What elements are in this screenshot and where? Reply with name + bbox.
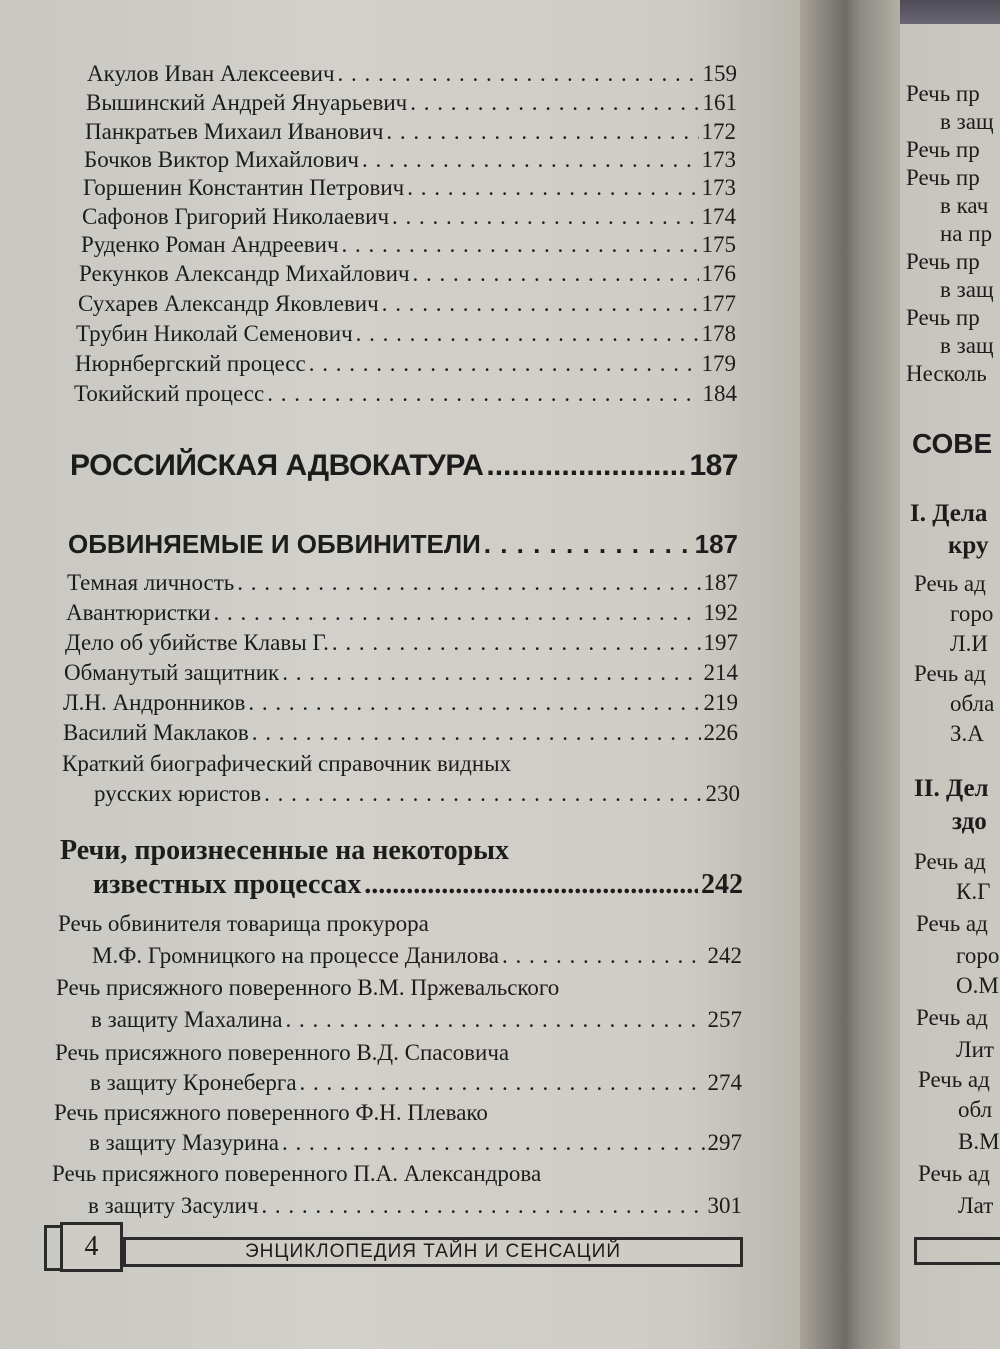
right-fragment: в защ <box>940 333 994 358</box>
right-section-heading: СОВЕ <box>912 428 993 459</box>
right-fragment: О.М <box>956 973 999 998</box>
toc-entry: Обманутый защитник . . . 214 <box>64 659 738 687</box>
toc-entry: Акулов Иван Алексеевич . . . 159 <box>87 60 737 88</box>
right-fragment: обл <box>958 1097 993 1122</box>
right-fragment: Речь пр <box>906 137 980 162</box>
toc-entry: Темная личность . . . 187 <box>67 569 738 597</box>
right-fragment: горо <box>956 943 1000 968</box>
right-fragment: кру <box>948 532 989 559</box>
toc-entry: Дело об убийстве Клавы Г. . . . 197 <box>65 629 738 657</box>
right-fragment: Речь ад <box>918 1067 990 1092</box>
toc-entry: Токийский процесс . . . 184 <box>74 380 737 408</box>
toc-entry-line: Краткий биографический справочник видных <box>62 751 512 776</box>
subsection-heading: ОБВИНЯЕМЫЕ И ОБВИНИТЕЛИ . . . 187 <box>68 528 738 560</box>
right-fragment: Лат <box>958 1193 994 1218</box>
right-fragment: здо <box>952 808 987 835</box>
right-page-text <box>900 0 1000 1349</box>
right-fragment: обла <box>950 691 995 716</box>
speech-entry: в защиту Махалина . . . 257 <box>91 1006 742 1034</box>
right-fragment: на пр <box>940 221 993 246</box>
book-gutter <box>800 0 900 1349</box>
toc-entry: Нюрнбергский процесс . . . 179 <box>75 350 736 378</box>
right-fragment: Речь пр <box>906 81 980 106</box>
toc-entry: Вышинский Андрей Януарьевич . . . 161 <box>86 89 737 117</box>
right-fragment: В.М <box>958 1129 1000 1154</box>
page-number: 4 <box>60 1222 123 1272</box>
right-fragment: Речь ад <box>914 849 986 874</box>
right-fragment: Лит <box>956 1037 994 1062</box>
right-fragment: в кач <box>940 193 989 218</box>
right-fragment: Речь пр <box>906 249 980 274</box>
speech-entry-line: Речь обвинителя товарища прокурора <box>58 911 429 936</box>
toc-entry: русских юристов . . . 230 <box>94 780 740 808</box>
series-title: ЭНЦИКЛОПЕДИЯ ТАЙН И СЕНСАЦИЙ <box>123 1237 743 1267</box>
right-fragment: Речь ад <box>914 661 986 686</box>
toc-entry: Л.Н. Андронников . . . 219 <box>63 689 738 717</box>
toc-entry: Авантюристки . . . 192 <box>66 599 738 627</box>
toc-entry: Трубин Николай Семенович . . . 178 <box>76 320 736 348</box>
speech-entry-line: Речь присяжного поверенного В.Д. Спасовича <box>55 1040 510 1065</box>
right-fragment: К.Г <box>956 879 991 904</box>
speech-entry: в защиту Засулич . . . 301 <box>88 1192 742 1220</box>
speech-entry-line: Речь присяжного поверенного В.М. Пржевальского <box>56 975 560 1000</box>
toc-entry: Сухарев Александр Яковлевич . . . 177 <box>78 290 736 318</box>
right-fragment: Несколь <box>906 361 987 386</box>
toc-entry: Рекунков Александр Михайлович . . . 176 <box>79 260 736 288</box>
speeches-heading-line: известных процессах ..... 242 <box>93 868 743 902</box>
right-fragment: I. Дела <box>910 500 988 527</box>
speech-entry: в защиту Мазурина . . . 297 <box>89 1129 742 1157</box>
right-fragment: в защ <box>940 277 994 302</box>
toc-entry: Панкратьев Михаил Иванович . . . 172 <box>85 118 736 146</box>
right-fragment: II. Дел <box>914 775 989 802</box>
right-fragment: Речь пр <box>906 165 980 190</box>
right-fragment: горо <box>950 601 994 626</box>
speech-entry: М.Ф. Громницкого на процессе Данилова . . . 242 <box>92 942 742 970</box>
speech-entry-line: Речь присяжного поверенного П.А. Александрова <box>52 1161 542 1186</box>
toc-entry: Сафонов Григорий Николаевич . . . 174 <box>82 203 736 231</box>
right-fragment: Речь пр <box>906 305 980 330</box>
right-fragment: Речь ад <box>916 1005 988 1030</box>
right-fragment: Речь ад <box>914 571 986 596</box>
right-fragment: Речь ад <box>916 911 988 936</box>
footer-frame <box>44 1225 60 1271</box>
right-fragment: Речь ад <box>918 1161 990 1186</box>
speech-entry-line: Речь присяжного поверенного Ф.Н. Плевако <box>54 1100 488 1125</box>
right-footer-band <box>914 1237 1000 1265</box>
speech-entry: в защиту Кронеберга . . . 274 <box>90 1069 742 1097</box>
section-heading: РОССИЙСКАЯ АДВОКАТУРА ..... 187 <box>70 448 738 484</box>
toc-entry: Василий Маклаков . . . 226 <box>63 719 738 747</box>
toc-entry: Бочков Виктор Михайлович . . . 173 <box>84 146 736 174</box>
toc-entry: Горшенин Константин Петрович . . . 173 <box>83 174 736 202</box>
toc-entry: Руденко Роман Андреевич . . . 175 <box>81 231 736 259</box>
speeches-heading: Речи, произнесенные на некоторых <box>60 835 510 866</box>
right-fragment: в защ <box>940 109 994 134</box>
right-fragment: Л.И <box>950 631 988 656</box>
right-fragment: З.А <box>950 721 984 746</box>
